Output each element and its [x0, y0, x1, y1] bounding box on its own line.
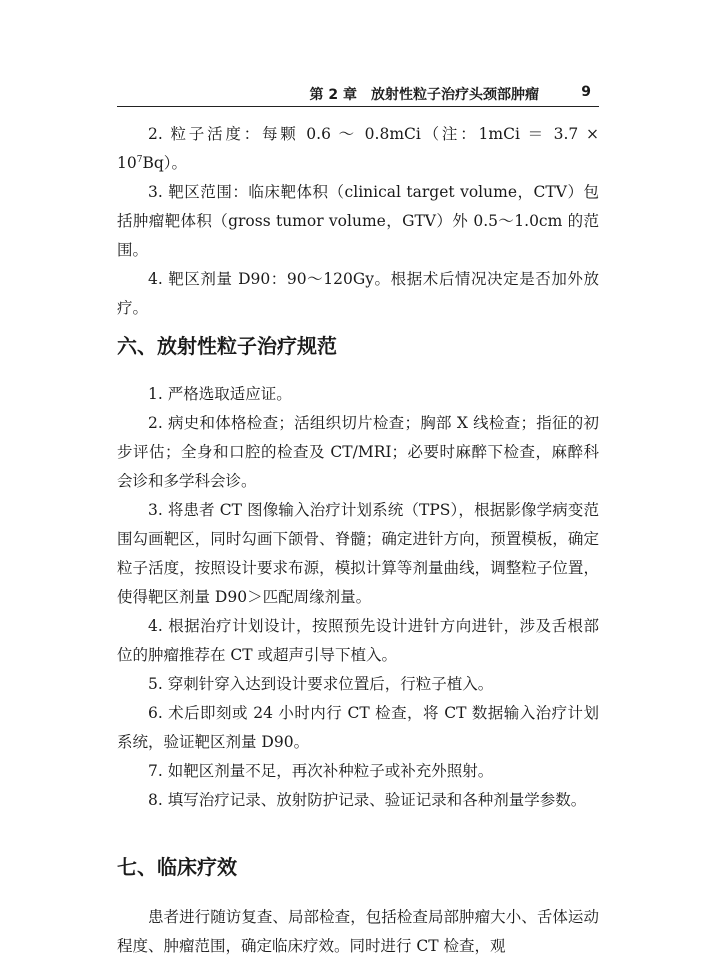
- list-item-3: 3. 将患者 CT 图像输入治疗计划系统（TPS），根据影像学病变范围勾画靶区，同时勾画下颌骨、脊髓；确定进针方向，预置模板，确定粒子活度，按照设计要求布源，模拟计算等剂量曲线，调整粒子位置，使得靶区剂量 D90＞匹配周缘剂量。: [117, 501, 599, 606]
- paragraph-clinical-efficacy: 患者进行随访复查、局部检查，包括检查局部肿瘤大小、舌体运动程度、肿瘤范围，确定临床疗效。同时进行 CT 检查，观: [117, 908, 599, 955]
- paragraph-target-range: 3. 靶区范围：临床靶体积（clinical target volume，CTV）包括肿瘤靶体积（gross tumor volume，GTV）外 0.5～1.0cm 的范围。: [117, 183, 599, 259]
- list-item-7: 7. 如靶区剂量不足，再次补种粒子或补充外照射。: [148, 762, 494, 780]
- text-span: 2. 粒子活度：每颗 0.6 ～ 0.8mCi（注：1mCi ＝ 3.7 × 10: [117, 125, 599, 172]
- page-number: 9: [581, 84, 591, 100]
- list-item-4: 4. 根据治疗计划设计，按照预先设计进针方向进针，涉及舌根部位的肿瘤推荐在 CT 或超声引导下植入。: [117, 617, 599, 664]
- paragraph-particle-activity: [117, 120, 599, 178]
- section-heading-7: 七、临床疗效: [117, 855, 237, 879]
- paragraph-target-dose: 4. 靶区剂量 D90：90～120Gy。根据术后情况决定是否加外放疗。: [117, 270, 599, 317]
- text-span: Bq）。: [142, 154, 188, 172]
- list-item-5: 5. 穿刺针穿入达到设计要求位置后，行粒子植入。: [148, 675, 494, 693]
- chapter-title: 第 2 章 放射性粒子治疗头颈部肿瘤: [309, 87, 539, 103]
- section-heading-6: 六、放射性粒子治疗规范: [117, 334, 337, 358]
- running-header: [117, 80, 599, 107]
- list-item-1: 1. 严格选取适应证。: [148, 385, 292, 403]
- list-item-6: 6. 术后即刻或 24 小时内行 CT 检查，将 CT 数据输入治疗计划系统，验证靶区剂量 D90。: [117, 704, 599, 751]
- list-item-8: 8. 填写治疗记录、放射防护记录、验证记录和各种剂量学参数。: [148, 791, 587, 809]
- superscript: 7: [136, 154, 143, 165]
- list-item-2: 2. 病史和体格检查；活组织切片检查；胸部 X 线检查；指征的初步评估；全身和口腔的检查及 CT/MRI；必要时麻醉下检查，麻醉科会诊和多学科会诊。: [117, 414, 599, 490]
